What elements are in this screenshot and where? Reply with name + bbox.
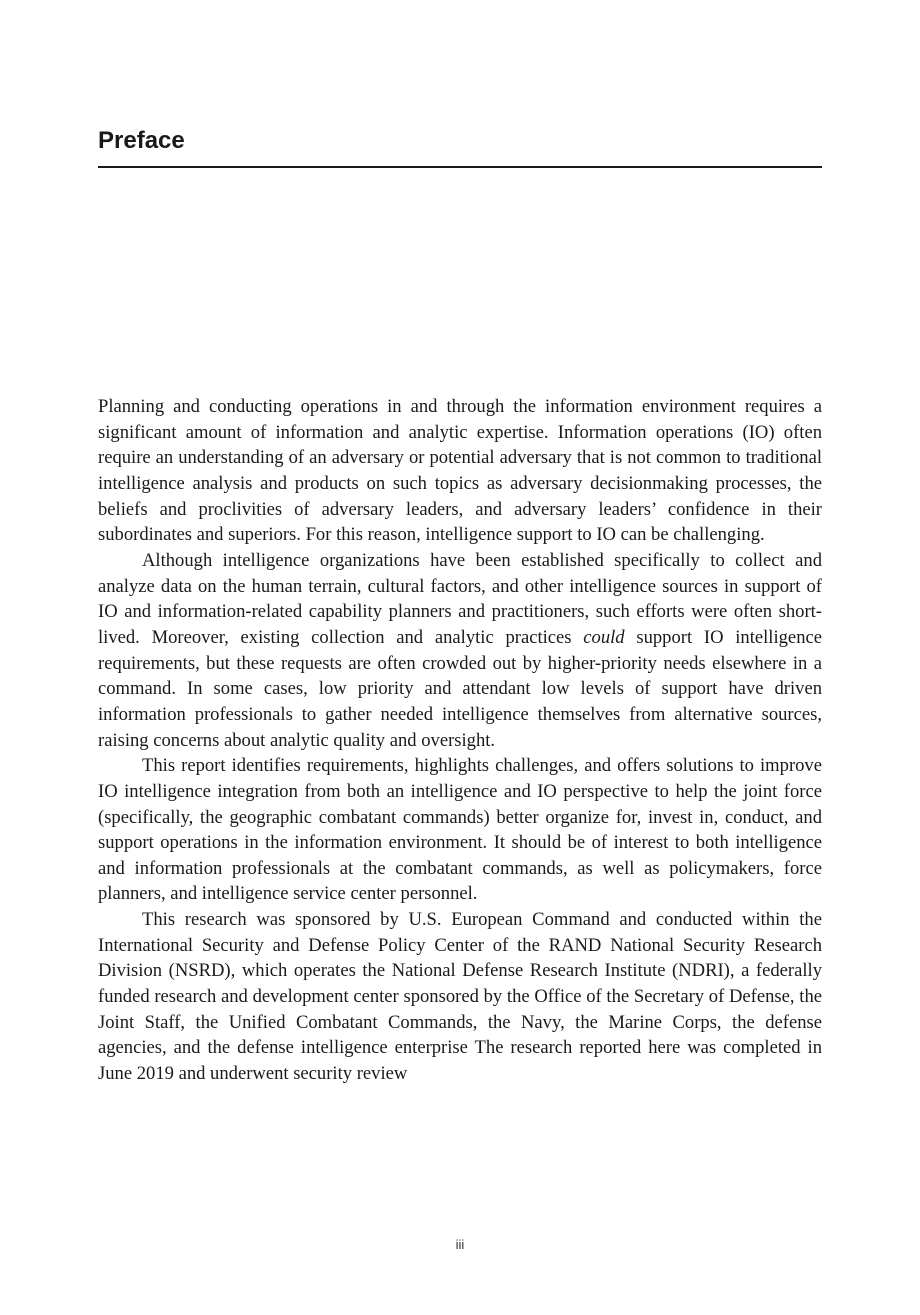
paragraph-3: This report identifies requirements, highlights challenges, and offers solutions to improve IO intelligence integration from both an intelligence and IO perspective to help the joint force (specifically, the geographic combatant commands) better organize for, invest in, conduct, and support operations in the information environment. It should be of interest to both intelligence and information professionals at the combatant commands, as well as policymakers, force planners, and intelligence service center personnel.: [98, 755, 822, 905]
page-number: iii: [455, 1237, 465, 1252]
paragraph-2-emphasis: could: [583, 626, 625, 648]
paragraph-4: This research was sponsored by U.S. European Command and conducted within the International Security and Defense Policy Center of the RAND National Security Research Division (NSRD), which operates the National Defense Research Institute (NDRI), a federally funded research and development center sponsored by the Office of the Secretary of Defense, the Joint Staff, the Unified Combatant Commands, the Navy, the Marine Corps, the defense agencies, and the defense intelligence enterprise The research reported here was completed in June 2019 and underwent security review: [98, 909, 822, 1085]
preface-body: [98, 394, 822, 1087]
heading-rule: [98, 166, 822, 168]
paragraph-2: [98, 548, 822, 753]
paragraph-2-text-a: Although intelligence organizations have been established specifically to collect and analyze data on the human terrain, cultural factors, and other intelligence sources in support of IO and information-related capability planners and practitioners, such efforts were often short-lived. Moreover, existing collection and analytic practices: [98, 549, 822, 648]
paragraph-1: Planning and conducting operations in and through the information environment requires a significant amount of information and analytic expertise. Information operations (IO) often require an understanding of an adversary or potential adversary that is not common to traditional intelligence analysis and products on such topics as adversary decisionmaking processes, the beliefs and proclivities of adversary leaders, and adversary leaders’ confidence in their subordinates and superiors. For this reason, intelligence support to IO can be challenging.: [98, 396, 822, 546]
paragraph-2-text-b: support IO intelligence requirements, but these requests are often crowded out by higher-priority needs elsewhere in a command. In some cases, low priority and attendant low levels of support have driven information professionals to gather needed intelligence themselves from alternative sources, raising concerns about analytic quality and oversight.: [98, 626, 822, 751]
page-title: Preface: [98, 127, 185, 154]
